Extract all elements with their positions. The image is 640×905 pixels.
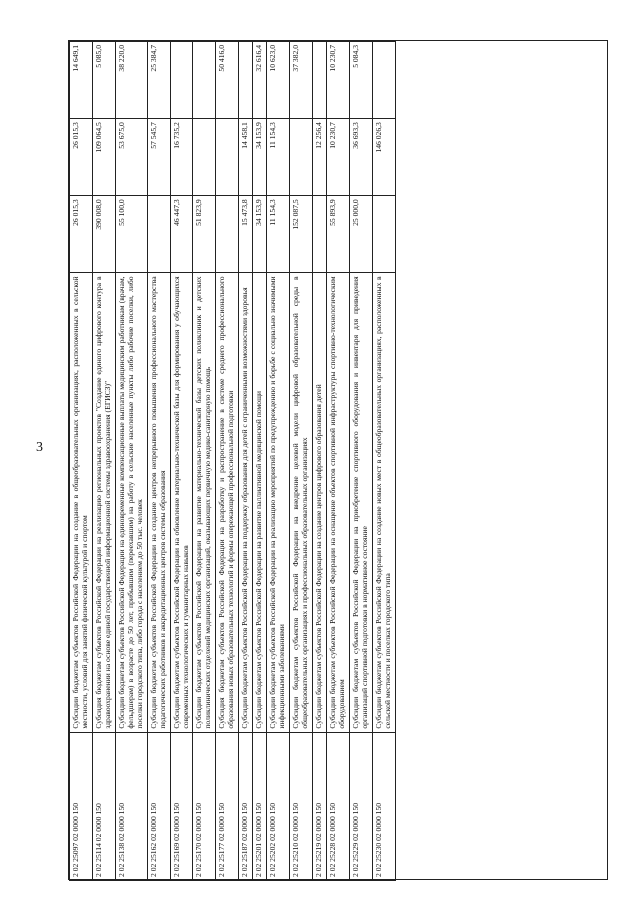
table-row <box>313 42 327 881</box>
amount-year-2-cell: 57 545,7 <box>147 119 170 196</box>
budget-code-cell: 2 02 25230 02 0000 150 <box>372 732 395 880</box>
description-cell: Субсидии бюджетам субъектов Российской Федерации на создание новых мест в общеобразовательных организациях, расположенных в сельской местности и поселках городского типа <box>372 273 395 732</box>
description-cell: Субсидии бюджетам субъектов Российской Федерации на приобретение спортивного оборудования и инвентаря для приведения организаций спортивной подготовки в нормативное состояние <box>349 273 372 732</box>
amount-year-3-cell: 37 382,0 <box>290 42 313 119</box>
amount-year-1-cell: 25 000,0 <box>349 196 372 273</box>
description-cell: Субсидии бюджетам субъектов Российской Федерации на единовременные компенсационные выплаты медицинским работникам (врачам, фельдшерам) в возрасте до 50 лет, прибывшим (переехавшим) на работу в сельские населенные пункты либо рабочие поселки, либо поселки городского типа, либо города с населением до 50 тыс. человек <box>115 273 147 732</box>
rotated-table-container <box>69 41 609 881</box>
amount-year-2-cell: 16 735,2 <box>170 119 193 196</box>
amount-year-1-cell <box>372 196 395 273</box>
description-cell: Субсидии бюджетам субъектов Российской Федерации на создание в общеобразовательных организациях, расположенных в сельской местности, условий для занятий физической культурой и спортом <box>70 273 93 732</box>
amount-year-1-cell: 390 008,0 <box>92 196 115 273</box>
budget-code-cell: 2 02 25114 02 0000 150 <box>92 732 115 880</box>
budget-code-cell: 2 02 25177 02 0000 150 <box>216 732 239 880</box>
amount-year-2-cell: 34 153,9 <box>253 119 267 196</box>
amount-year-2-cell: 26 015,3 <box>70 119 93 196</box>
amount-year-2-cell <box>290 119 313 196</box>
table-row <box>216 42 239 881</box>
page-number: 3 <box>36 440 43 455</box>
amount-year-2-cell: 36 693,3 <box>349 119 372 196</box>
amount-year-3-cell <box>313 42 327 119</box>
amount-year-1-cell: 46 447,3 <box>170 196 193 273</box>
description-cell: Субсидии бюджетам субъектов Российской Федерации на обновление материально-технической базы для формирования у обучающихся современных технологических и гуманитарных навыков <box>170 273 193 732</box>
budget-code-cell: 2 02 25162 02 0000 150 <box>147 732 170 880</box>
amount-year-2-cell: 53 675,0 <box>115 119 147 196</box>
budget-table-frame <box>68 40 608 880</box>
budget-code-cell: 2 02 25202 02 0000 150 <box>267 732 290 880</box>
amount-year-1-cell <box>216 196 239 273</box>
table-row <box>349 42 372 881</box>
description-cell: Субсидии бюджетам субъектов Российской Федерации на развитие паллиативной медицинской помощи <box>253 273 267 732</box>
table-row <box>115 42 147 881</box>
amount-year-3-cell: 5 084,3 <box>349 42 372 119</box>
amount-year-1-cell: 34 153,9 <box>253 196 267 273</box>
description-cell: Субсидия бюджетам субъектов Российской Федерации на реализацию региональных проектов "Создание единого цифрового контура в здравоохранении на основе единой государственной информационной системы здравоохранения (ЕГИСЗ)" <box>92 273 115 732</box>
amount-year-3-cell <box>239 42 253 119</box>
description-cell: Субсидии бюджетам субъектов Российской Федерации на создание центров непрерывного повышения профессионального мастерства педагогических работников и аккредитационных центров системы образования <box>147 273 170 732</box>
table-row <box>253 42 267 881</box>
amount-year-3-cell <box>193 42 216 119</box>
amount-year-3-cell: 38 220,0 <box>115 42 147 119</box>
table-row <box>147 42 170 881</box>
amount-year-1-cell: 55 100,0 <box>115 196 147 273</box>
table-body <box>70 42 396 881</box>
description-cell: Субсидии бюджетам субъектов Российской Федерации на развитие материально-технической базы детских поликлиник и детских поликлинических отделений медицинских организаций, оказывающих первичную медико-санитарную помощь <box>193 273 216 732</box>
amount-year-3-cell: 5 085,0 <box>92 42 115 119</box>
amount-year-2-cell <box>216 119 239 196</box>
amount-year-1-cell: 11 154,3 <box>267 196 290 273</box>
amount-year-3-cell: 14 649,1 <box>70 42 93 119</box>
amount-year-2-cell: 11 154,3 <box>267 119 290 196</box>
budget-code-cell: 2 02 25097 02 0000 150 <box>70 732 93 880</box>
table-row <box>372 42 395 881</box>
amount-year-1-cell <box>147 196 170 273</box>
description-cell: Субсидии бюджетам субъектов Российской Федерации на поддержку образования для детей с ограниченными возможностями здоровья <box>239 273 253 732</box>
budget-code-cell: 2 02 25219 02 0000 150 <box>313 732 327 880</box>
amount-year-3-cell: 32 616,4 <box>253 42 267 119</box>
budget-code-cell: 2 02 25228 02 0000 150 <box>326 732 349 880</box>
amount-year-2-cell: 12 256,4 <box>313 119 327 196</box>
amount-year-1-cell: 51 823,9 <box>193 196 216 273</box>
amount-year-2-cell: 109 064,5 <box>92 119 115 196</box>
description-cell: Субсидия бюджетам субъектов Российской Федерации на разработку и распространение в системе среднего профессионального образования новых образовательных технологий и формы опережающей профессиональной подготовки <box>216 273 239 732</box>
budget-code-cell: 2 02 25201 02 0000 150 <box>253 732 267 880</box>
amount-year-2-cell: 10 230,7 <box>326 119 349 196</box>
amount-year-3-cell <box>170 42 193 119</box>
table-row <box>193 42 216 881</box>
table-row <box>70 42 93 881</box>
amount-year-3-cell: 25 384,7 <box>147 42 170 119</box>
budget-code-cell: 2 02 25187 02 0000 150 <box>239 732 253 880</box>
amount-year-3-cell <box>372 42 395 119</box>
amount-year-3-cell: 10 623,0 <box>267 42 290 119</box>
budget-code-cell: 2 02 25170 02 0000 150 <box>193 732 216 880</box>
description-cell: Субсидии бюджетам субъектов Российской Федерации на реализацию мероприятий по предупреждению и борьбе с социально значимыми инфекционными заболеваниями <box>267 273 290 732</box>
amount-year-3-cell: 50 416,0 <box>216 42 239 119</box>
description-cell: Субсидии бюджетам субъектов Российской Федерации на создание центров цифрового образования детей <box>313 273 327 732</box>
budget-code-cell: 2 02 25138 02 0000 150 <box>115 732 147 880</box>
table-row <box>326 42 349 881</box>
amount-year-1-cell: 55 893,9 <box>326 196 349 273</box>
budget-code-cell: 2 02 25169 02 0000 150 <box>170 732 193 880</box>
amount-year-1-cell: 152 087,5 <box>290 196 313 273</box>
budget-code-cell: 2 02 25210 02 0000 150 <box>290 732 313 880</box>
table-row <box>239 42 253 881</box>
table-row <box>267 42 290 881</box>
amount-year-1-cell <box>313 196 327 273</box>
amount-year-2-cell <box>193 119 216 196</box>
description-cell: Субсидии бюджетам субъектов Российской Федерации на оснащение объектов спортивной инфраструктуры спортивно-технологическим оборудованием <box>326 273 349 732</box>
amount-year-1-cell: 26 015,3 <box>70 196 93 273</box>
subsidies-table <box>69 41 396 881</box>
amount-year-3-cell: 10 230,7 <box>326 42 349 119</box>
table-row <box>92 42 115 881</box>
description-cell: Субсидии бюджетам субъектов Российской Федерации на внедрение целевой модели цифровой образовательной среды в общеобразовательных организациях и профессиональных образовательных организациях <box>290 273 313 732</box>
table-row <box>290 42 313 881</box>
table-row <box>170 42 193 881</box>
amount-year-2-cell: 146 026,3 <box>372 119 395 196</box>
budget-code-cell: 2 02 25229 02 0000 150 <box>349 732 372 880</box>
amount-year-2-cell: 14 458,1 <box>239 119 253 196</box>
amount-year-1-cell: 15 473,8 <box>239 196 253 273</box>
